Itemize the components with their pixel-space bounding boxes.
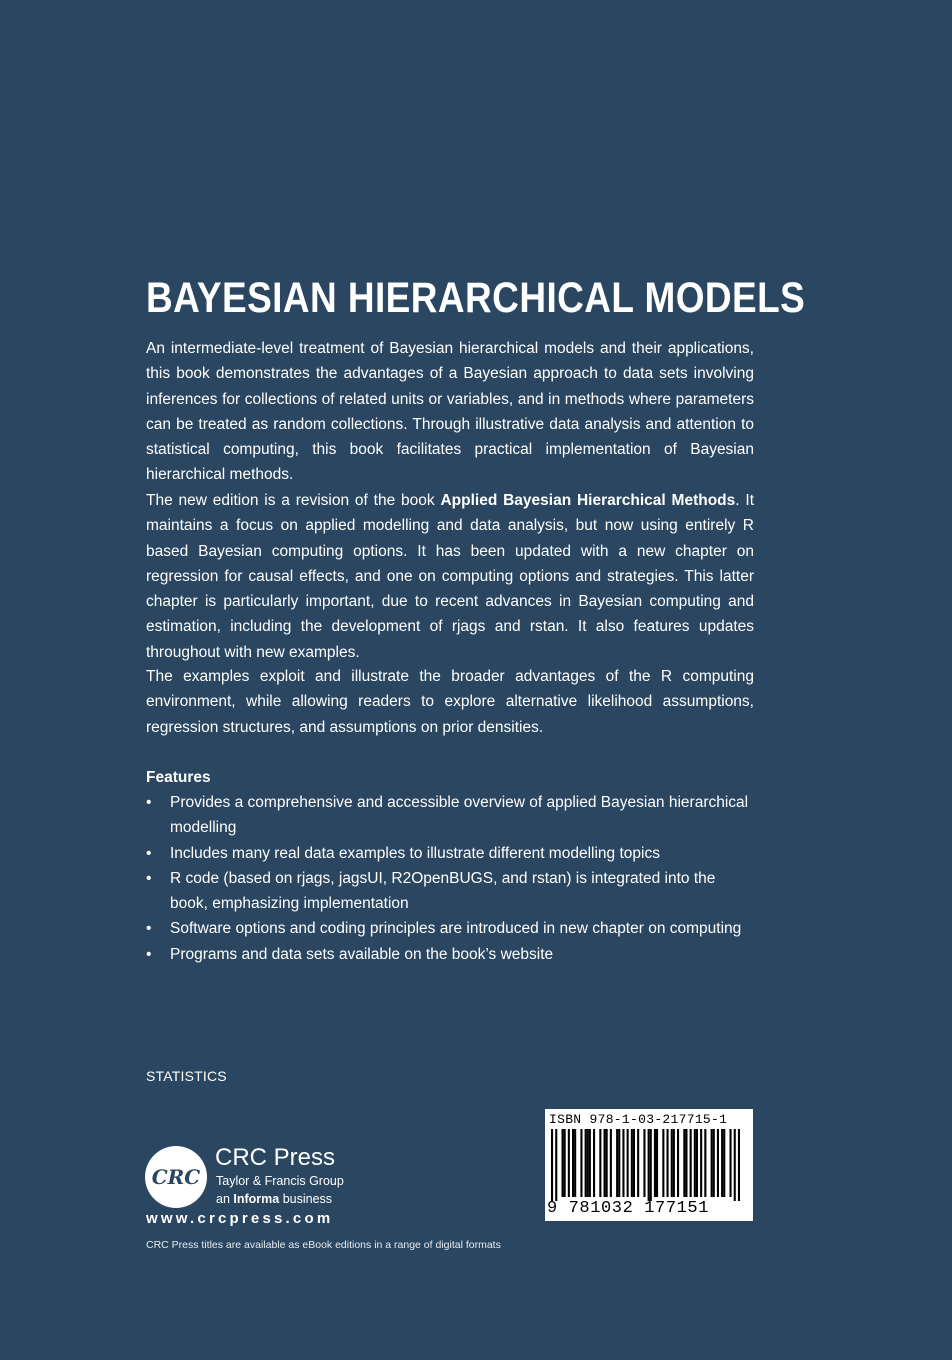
barcode-bar: [654, 1129, 656, 1197]
previous-book-title: Applied Bayesian Hierarchical Methods: [440, 492, 736, 509]
barcode-bar: [555, 1129, 557, 1201]
barcode-bar: [574, 1129, 576, 1197]
barcode-bar: [723, 1129, 725, 1197]
barcode-bar: [734, 1129, 736, 1201]
barcode-bar: [606, 1129, 608, 1197]
barcode-bar: [580, 1129, 582, 1197]
publisher-informa-line: [216, 1191, 332, 1207]
feature-item: • Software options and coding principles are introduced in new chapter on computing: [146, 916, 754, 941]
barcode-bar: [564, 1129, 566, 1197]
features-heading: Features: [146, 769, 211, 786]
barcode-bar: [633, 1129, 635, 1197]
barcode-bar: [551, 1129, 553, 1201]
informa-brand: Informa: [233, 1192, 280, 1206]
description-paragraph-1: An intermediate-level treatment of Bayesian hierarchical models and their applications, this book demonstrates the advantages of a Bayesian approach to data sets involving inferences for collections of related units or variables, and in methods where parameters can be treated as random collections. Through illustrative data analysis and attention to statistical computing, this book facilitates practical implementation of Bayesian hierarchical methods.: [146, 340, 754, 484]
barcode-bar: [696, 1129, 698, 1197]
book-title: BAYESIAN HIERARCHICAL MODELS: [146, 274, 806, 322]
informa-prefix: an: [216, 1192, 234, 1206]
barcode-bar: [622, 1129, 624, 1197]
paragraph-2-intro: The new edition is a revision of the book: [146, 492, 441, 509]
barcode-bar: [568, 1129, 570, 1197]
barcode-bar: [717, 1129, 719, 1197]
isbn-label: ISBN 978-1-03-217715-1: [549, 1112, 728, 1127]
barcode-bar: [671, 1129, 673, 1197]
feature-item: • R code (based on rjags, jagsUI, R2OpenBUGS, and rstan) is integrated into the book, emphasizing implementation: [146, 866, 754, 917]
barcode-bar: [700, 1129, 702, 1197]
barcode-bar: [637, 1129, 639, 1197]
barcode-bar: [589, 1129, 591, 1197]
barcode-bar: [738, 1129, 740, 1201]
barcode-bar: [572, 1129, 574, 1197]
description-paragraph-2: [146, 488, 754, 665]
barcode-bar: [721, 1129, 723, 1197]
publisher-name: CRC Press: [215, 1144, 336, 1171]
barcode-bar: [685, 1129, 687, 1197]
features-list: [146, 790, 754, 967]
barcode-bar: [616, 1129, 618, 1197]
feature-item: • Provides a comprehensive and accessible overview of applied Bayesian hierarchical modelling: [146, 790, 754, 841]
barcode-bar: [627, 1129, 629, 1197]
barcode-bar: [713, 1129, 715, 1197]
barcode-bar: [690, 1129, 692, 1197]
barcode-bar: [593, 1129, 595, 1197]
barcode-bar: [656, 1129, 658, 1197]
ebook-note: CRC Press titles are available as eBook editions in a range of digital formats: [146, 1239, 501, 1251]
barcode-bar: [648, 1129, 650, 1201]
barcode-bar: [683, 1129, 685, 1197]
barcode-bar: [650, 1129, 652, 1201]
barcode-bar: [677, 1129, 679, 1197]
barcode-bar: [587, 1129, 589, 1197]
publisher-website-link[interactable]: www.crcpress.com: [146, 1210, 334, 1227]
barcode-bar: [662, 1129, 664, 1197]
barcode-bar: [694, 1129, 696, 1197]
barcode-bar: [704, 1129, 706, 1197]
barcode-bar: [610, 1129, 612, 1197]
barcode-bars-icon: [551, 1129, 747, 1201]
barcode-bar: [667, 1129, 669, 1197]
barcode-bar: [562, 1129, 564, 1197]
description-paragraph-3: The examples exploit and illustrate the broader advantages of the R computing environment, while allowing readers to explore alternative likelihood assumptions, regression structures, and assumptions on prior densities.: [146, 668, 754, 736]
isbn-digits: 9 781032 177151: [547, 1199, 710, 1218]
barcode-bar: [604, 1129, 606, 1197]
feature-item: • Programs and data sets available on the book’s website: [146, 942, 754, 967]
barcode-bar: [599, 1129, 601, 1197]
features-section: [146, 765, 754, 967]
subject-category: STATISTICS: [146, 1068, 227, 1084]
paragraph-2-rest: . It maintains a focus on applied modelling and data analysis, but now using entirely R based Bayesian computing options. It has been updated with a new chapter on regression for causal effects, and one on computing options and strategies. This latter chapter is particularly important, due to recent advances in Bayesian computing and estimation, including the development of rjags and rstan. It also features updates throughout with new examples.: [146, 492, 754, 661]
barcode-bar: [631, 1129, 633, 1197]
informa-suffix: business: [279, 1192, 333, 1206]
feature-item: • Includes many real data examples to illustrate different modelling topics: [146, 841, 754, 866]
barcode-bar: [585, 1129, 587, 1197]
crc-logo-icon: CRC: [145, 1146, 207, 1208]
barcode-bar: [643, 1129, 645, 1197]
barcode-bar: [673, 1129, 675, 1197]
barcode-bar: [618, 1129, 620, 1197]
barcode-bar: [711, 1129, 713, 1197]
isbn-barcode: [545, 1109, 753, 1221]
barcode-bar: [730, 1129, 732, 1197]
publisher-group: Taylor & Francis Group: [216, 1174, 344, 1188]
